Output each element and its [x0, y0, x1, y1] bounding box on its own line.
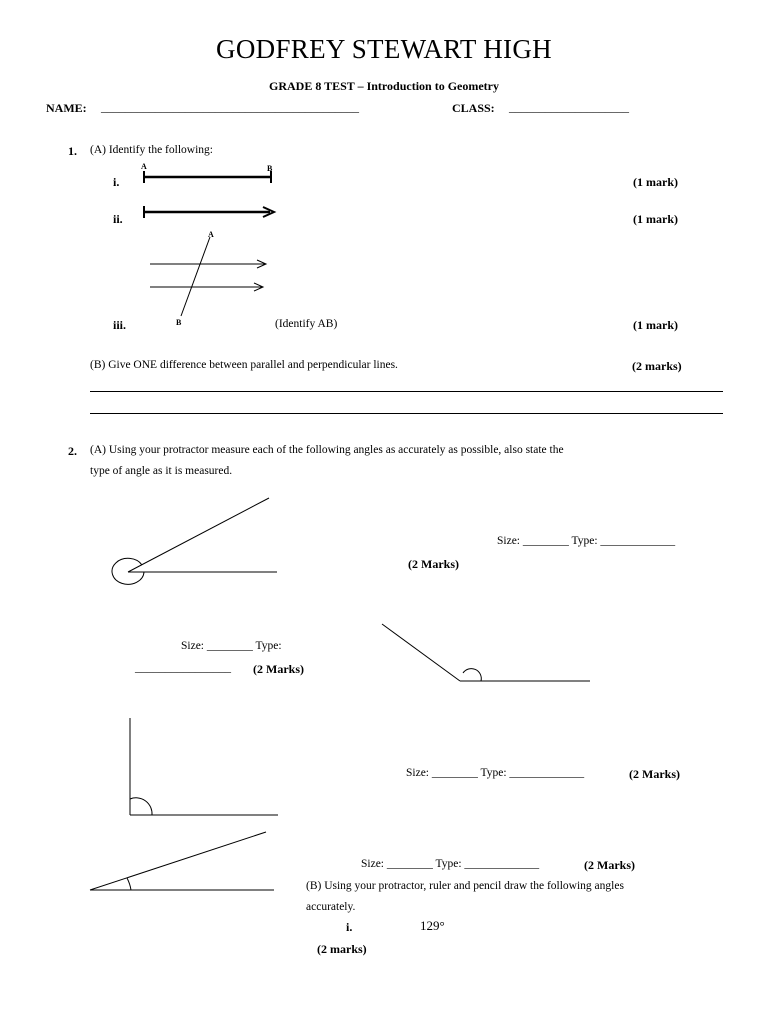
- angle-3-marks: (2 Marks): [629, 767, 680, 781]
- line-segment-figure: [144, 171, 271, 183]
- q1-item-ii-numeral: ii.: [113, 212, 123, 226]
- angle-3-figure: [130, 718, 278, 815]
- transversal-point-a-label: A: [208, 230, 214, 239]
- angle-1-size-type: Size: ________ Type: _____________: [497, 535, 676, 547]
- q1-item-iii-mark: (1 mark): [633, 318, 678, 332]
- angle-4-figure: [90, 832, 274, 890]
- q2-prompt-line1: (A) Using your protractor measure each of the following angles as accurately as possible, also state the: [90, 444, 564, 456]
- angle-2-marks: (2 Marks): [253, 662, 304, 676]
- line-segment-point-a-label: A: [141, 162, 147, 171]
- angle-4-marks: (2 Marks): [584, 858, 635, 872]
- draw-angle-value: 129°: [420, 918, 445, 933]
- angle-1-figure: [112, 498, 277, 584]
- angle-4-size-type: Size: ________ Type: _____________: [361, 858, 540, 870]
- draw-item-numeral: i.: [346, 920, 353, 934]
- q1-part-b-prompt: (B) Give ONE difference between parallel and perpendicular lines.: [90, 359, 398, 371]
- q1-item-ii-mark: (1 mark): [633, 212, 678, 226]
- q2-part-b-line2: accurately.: [306, 901, 356, 913]
- q1-item-i-mark: (1 mark): [633, 175, 678, 189]
- q2-prompt-line2: type of angle as it is measured.: [90, 465, 233, 477]
- q1-number: 1.: [68, 144, 77, 158]
- q1-part-b-mark: (2 marks): [632, 359, 682, 373]
- name-field-blank[interactable]: ___________________________________________: [101, 100, 359, 114]
- q1-item-iii-note: (Identify AB): [275, 318, 338, 330]
- class-label: CLASS:: [452, 101, 495, 115]
- q1-item-iii-numeral: iii.: [113, 318, 127, 332]
- transversal-figure: [150, 237, 266, 316]
- draw-marks: (2 marks): [317, 942, 367, 956]
- line-segment-point-b-label: B: [267, 164, 273, 173]
- angle-2-figure: [382, 624, 590, 681]
- q1-part-a-prompt: (A) Identify the following:: [90, 144, 213, 156]
- name-label: NAME:: [46, 101, 87, 115]
- q2-number: 2.: [68, 444, 77, 458]
- test-title: GRADE 8 TEST – Introduction to Geometry: [268, 79, 499, 93]
- angle-2-type-blank: ________________: [135, 660, 231, 674]
- angle-1-marks: (2 Marks): [408, 557, 459, 571]
- school-title: GODFREY STEWART HIGH: [216, 34, 552, 64]
- q2-part-b-line1: (B) Using your protractor, ruler and pencil draw the following angles: [306, 880, 624, 892]
- q1-item-i-numeral: i.: [113, 175, 120, 189]
- transversal-point-b-label: B: [176, 318, 182, 327]
- class-field-blank[interactable]: ____________________: [509, 100, 629, 114]
- angle-2-size-type: Size: ________ Type:: [181, 640, 282, 652]
- ray-figure: [144, 206, 274, 218]
- angle-3-size-type: Size: ________ Type: _____________: [406, 767, 585, 779]
